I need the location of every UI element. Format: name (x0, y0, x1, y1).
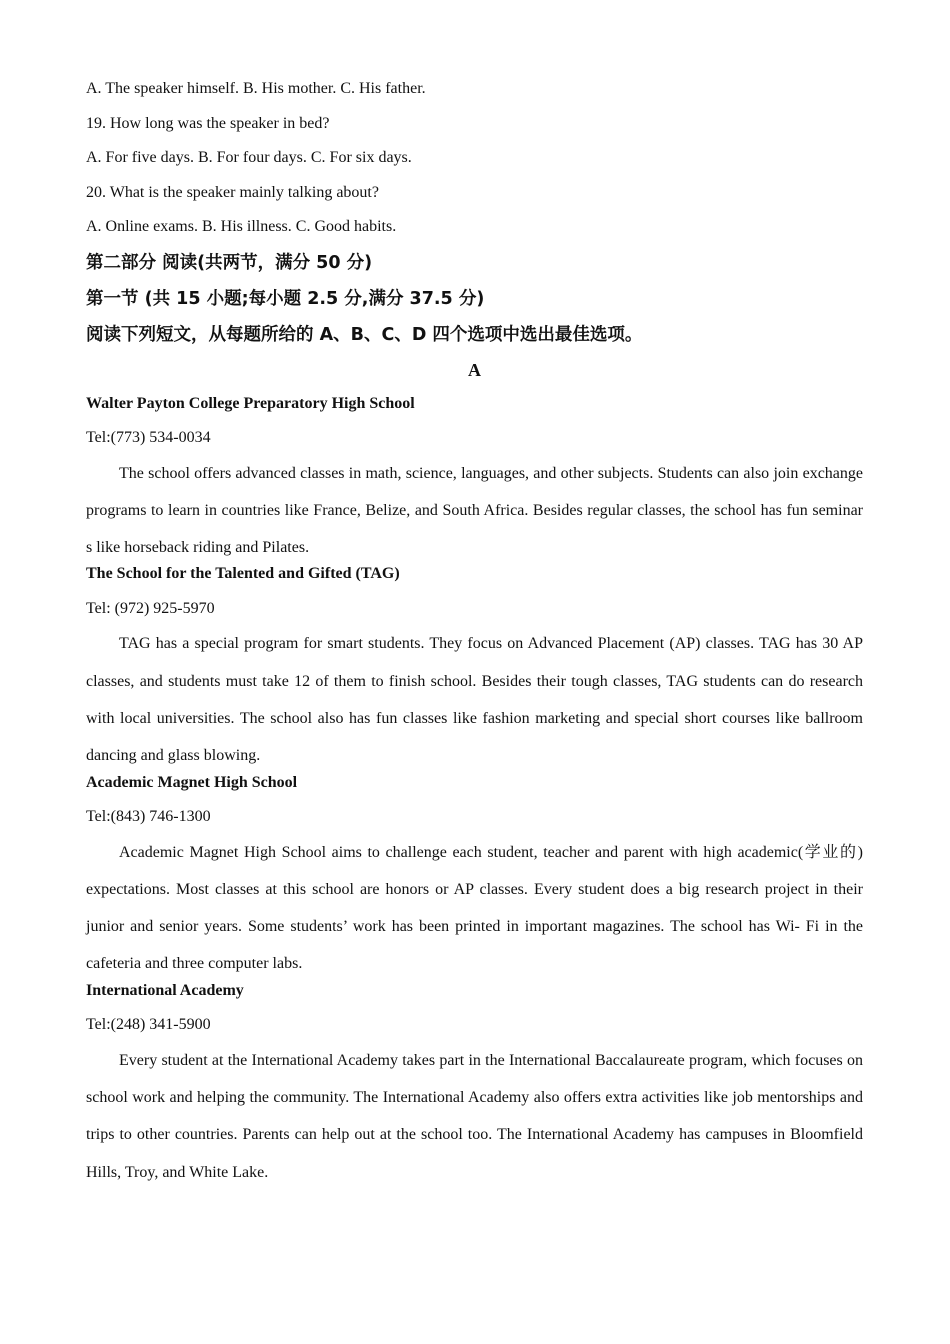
exam-page (86, 78, 863, 1188)
reading-instruction: 阅读下列短文，从每题所给的 A、B、C、D 四个选项中选出最佳选项。 (86, 324, 643, 345)
school-description: The school offers advanced classes in math, science, languages, and other subjects. Students can also join exchange programs to learn in countries like France, Belize, and South Africa. Besides regular classes, the school has fun seminar s like horseback riding and Pilates. (86, 464, 863, 557)
section-title: 第一节 (共 15 小题;每小题 2.5 分,满分 37.5 分) (86, 288, 485, 309)
school-tel: Tel:(843) 746-1300 (86, 808, 211, 826)
school-name: Walter Payton College Preparatory High School (86, 394, 415, 412)
school-description: Academic Magnet High School aims to challenge each student, teacher and parent with high academic(学业的) expectations. Most classes at this school are honors or AP classes. Every student does a big research project in their junior and senior years. Some students’ work has been printed in important magazines. The school has Wi- Fi in the cafeteria and three computer labs. (86, 843, 863, 973)
q20-options: A. Online exams. B. His illness. C. Good habits. (86, 218, 397, 235)
school-name: Academic Magnet High School (86, 773, 298, 791)
school-description: Every student at the International Academy takes part in the International Baccalaureate program, which focuses on school work and helping the community. The International Academy also offers extra activities like job mentorships and trips to other countries. Parents can help out at the school too. The International Academy has campuses in Bloomfield Hills, Troy, and White Lake. (86, 1051, 863, 1181)
school-entry (86, 772, 863, 983)
q19-question: 19. How long was the speaker in bed? (86, 114, 330, 132)
q19-options: A. For five days. B. For four days. C. For six days. (86, 149, 412, 166)
school-tel: Tel:(248) 341-5900 (86, 1016, 211, 1034)
school-entry (86, 980, 863, 1191)
passage-letter: A (468, 359, 481, 380)
part-title: 第二部分 阅读(共两节，满分 50 分) (86, 252, 373, 273)
q18-options: A. The speaker himself. B. His mother. C. His father. (86, 80, 426, 97)
school-entry (86, 393, 863, 567)
school-tel: Tel:(773) 534-0034 (86, 429, 211, 446)
school-description: TAG has a special program for smart students. They focus on Advanced Placement (AP) classes. TAG has 30 AP classes, and students must take 12 of them to finish school. Besides their tough classes, TAG students can do research with local universities. The school also has fun classes like fashion marketing and special short courses like ballroom dancing and glass blowing. (86, 635, 863, 765)
school-tel: Tel: (972) 925-5970 (86, 599, 215, 617)
school-name: The School for the Talented and Gifted (TAG) (86, 565, 400, 583)
school-name: International Academy (86, 981, 244, 999)
q20-question: 20. What is the speaker mainly talking about? (86, 183, 379, 201)
school-entry (86, 563, 863, 774)
